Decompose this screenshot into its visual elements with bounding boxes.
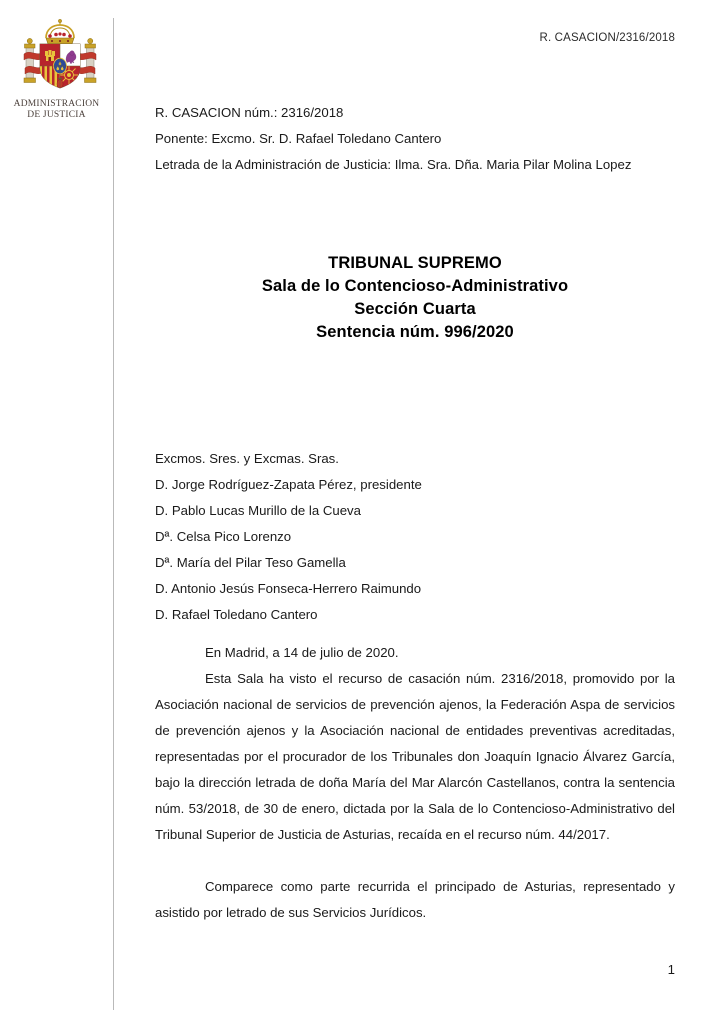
judge-list-item: Dª. María del Pilar Teso Gamella (155, 555, 346, 570)
document-content (155, 0, 675, 1024)
case-metadata-block (155, 100, 675, 178)
judge-list-item: D. Jorge Rodríguez-Zapata Pérez, presidente (155, 477, 422, 492)
spanish-coat-of-arms-icon (17, 16, 103, 98)
case-number-line: R. CASACION núm.: 2316/2018 (155, 105, 344, 120)
judge-list-item: D. Pablo Lucas Murillo de la Cueva (155, 503, 361, 518)
page-number: 1 (667, 962, 675, 977)
place-and-date-paragraph: En Madrid, a 14 de julio de 2020. (205, 645, 399, 660)
emblem-column (0, 0, 113, 1024)
judge-list-item: Dª. Celsa Pico Lorenzo (155, 529, 292, 544)
document-header-reference: R. CASACION/2316/2018 (539, 32, 675, 44)
judge-list-item: D. Antonio Jesús Fonseca-Herrero Raimundo (155, 581, 422, 596)
vertical-divider-rule (113, 18, 114, 1010)
appeal-summary-paragraph: Esta Sala ha visto el recurso de casación núm. 2316/2018, promovido por la Asociación nacional de servicios de prevención ajenos, la Federación Aspa de servicios de prevención ajenos y la Asociación nacional de entidades preventivas acreditadas, representadas por el procurador de los Tribunales don Joaquín Ignacio Álvarez García, bajo la dirección letrada de doña María del Mar Alarcón Castellanos, contra la sentencia núm. 53/2018, de 30 de enero, dictada por la Sala de lo Contencioso-Administrativo del Tribunal Superior de Justicia de Asturias, recaída en el recurso núm. 44/2017. (155, 671, 675, 842)
court-title-line-chamber: Sala de lo Contencioso-Administrativo (261, 277, 569, 295)
document-body (155, 640, 675, 926)
court-clerk-line: Letrada de la Administración de Justicia: Ilma. Sra. Dña. Maria Pilar Molina Lopez (155, 157, 632, 172)
emblem-caption-line-2: DE JUSTICIA (27, 110, 86, 121)
judges-panel-heading: Excmos. Sres. y Excmas. Sras. (155, 451, 339, 466)
court-title-block (155, 252, 675, 344)
court-title-line-tribunal: TRIBUNAL SUPREMO (328, 254, 502, 272)
judge-list-item: D. Rafael Toledano Cantero (155, 607, 318, 622)
emblem-caption-line-1: ADMINISTRACION (13, 99, 100, 109)
emblem-caption (0, 99, 113, 121)
court-title-line-section: Sección Cuarta (354, 300, 476, 318)
respondent-paragraph: Comparece como parte recurrida el principado de Asturias, representado y asistido por letrado de sus Servicios Jurídicos. (155, 879, 675, 920)
court-title-line-judgment-number: Sentencia núm. 996/2020 (316, 323, 514, 341)
judges-panel-block (155, 446, 675, 628)
reporting-judge-line: Ponente: Excmo. Sr. D. Rafael Toledano Cantero (155, 131, 442, 146)
